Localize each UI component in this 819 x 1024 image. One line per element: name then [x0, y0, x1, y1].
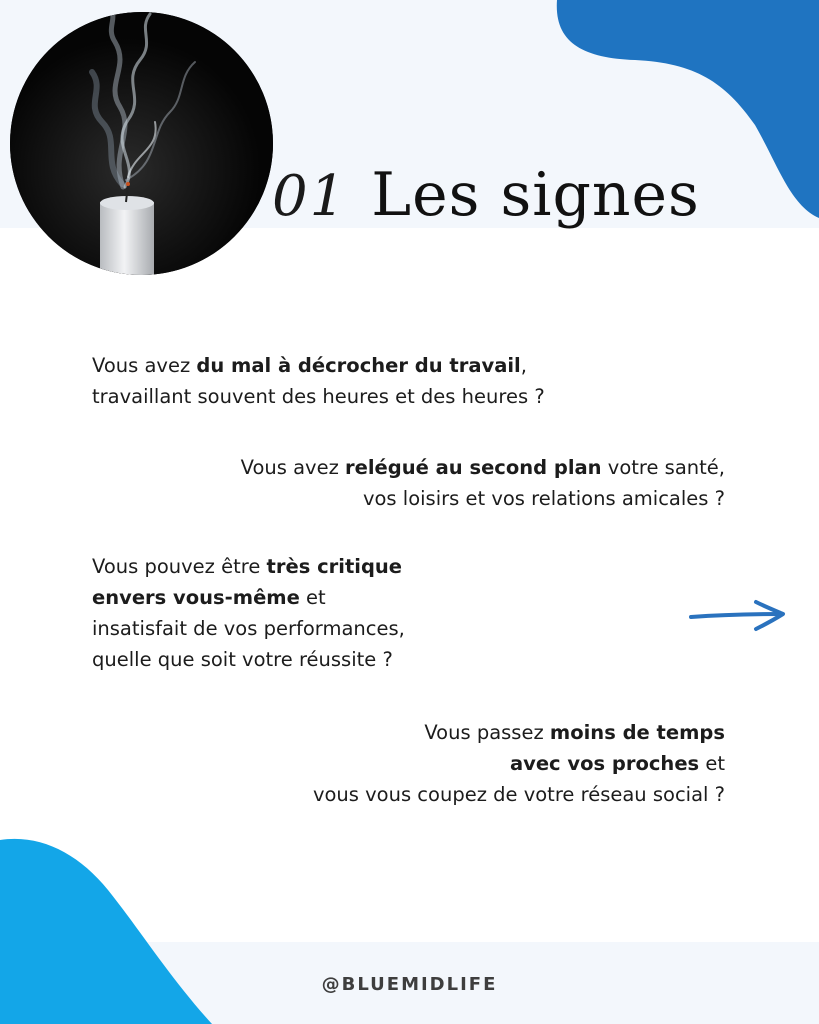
- sign-paragraph-2: Vous avez relégué au second plan votre santé, vos loisirs et vos relations amicales ?: [240, 456, 725, 510]
- section-title: Les signes: [371, 160, 700, 230]
- sign-paragraph-1: Vous avez du mal à décrocher du travail, travaillant souvent des heures et des heures ?: [92, 354, 545, 408]
- emphasis-text: moins de temps: [549, 721, 725, 744]
- bottom-left-blue-blob: [0, 838, 215, 1024]
- emphasis-text: envers vous-même: [92, 586, 300, 609]
- emphasis-text: relégué au second plan: [345, 456, 602, 479]
- sign-paragraph-3: Vous pouvez être très critique envers vous-même et insatisfait de vos performances, quelle que soit votre réussite ?: [92, 555, 405, 671]
- candle-smoke-photo: [10, 12, 273, 275]
- section-heading: [272, 160, 700, 240]
- arrow-right-icon[interactable]: [688, 598, 788, 634]
- emphasis-text: du mal à décrocher du travail: [196, 354, 521, 377]
- section-number: 01: [272, 164, 348, 229]
- sign-paragraph-4: Vous passez moins de temps avec vos proches et vous vous coupez de votre réseau social ?: [312, 721, 725, 806]
- emphasis-text: très critique: [266, 555, 403, 578]
- account-handle: @BLUEMIDLIFE: [321, 974, 498, 995]
- emphasis-text: avec vos proches: [509, 752, 700, 775]
